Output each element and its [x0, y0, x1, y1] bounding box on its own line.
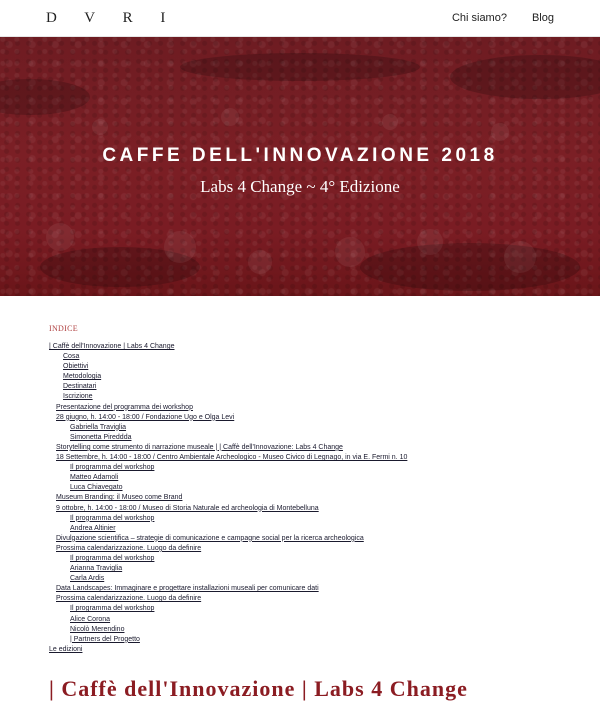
toc-link[interactable]: Il programma del workshop — [70, 554, 155, 562]
toc-item — [49, 473, 569, 483]
toc-link[interactable]: Arianna Traviglia — [70, 565, 123, 573]
toc-item — [49, 534, 569, 544]
toc-link[interactable]: Il programma del workshop — [70, 514, 155, 522]
toc-link[interactable]: Divulgazione scientifica – strategie di comunicazione e campagne social per la ricerca archeologica — [56, 534, 364, 542]
toc-item — [49, 594, 569, 604]
toc-item — [49, 544, 569, 554]
toc-item — [49, 403, 569, 413]
toc-link[interactable]: Destinatari — [63, 383, 97, 391]
toc-link[interactable]: Prossima calendarizzazione. Luogo da definire — [56, 595, 202, 603]
section-title: | Caffè dell'Innovazione | Labs 4 Change — [49, 676, 468, 701]
toc-item — [49, 564, 569, 574]
toc-item — [49, 615, 569, 625]
toc-item — [49, 352, 569, 362]
toc-link[interactable]: Museum Branding: il Museo come Brand — [56, 494, 183, 502]
toc-link[interactable]: 9 ottobre, h. 14:00 - 18:00 / Museo di Storia Naturale ed archeologia di Montebelluna — [56, 504, 319, 512]
site-logo[interactable]: D V R I — [46, 10, 178, 26]
toc-item — [49, 453, 569, 463]
toc-link[interactable]: Alice Corona — [70, 615, 111, 623]
top-navbar — [0, 0, 600, 37]
toc-list — [49, 342, 569, 655]
toc-link[interactable]: Obiettivi — [63, 363, 89, 371]
toc-link[interactable]: Il programma del workshop — [70, 605, 155, 613]
toc-item — [49, 514, 569, 524]
toc-item — [49, 625, 569, 635]
nav-link-chi-siamo[interactable]: Chi siamo? — [451, 12, 507, 24]
toc-item — [49, 433, 569, 443]
toc-link[interactable]: Data Landscapes: Immaginare e progettare installazioni museali per comunicare dati — [56, 585, 319, 593]
toc-item — [49, 443, 569, 453]
toc-link[interactable]: Andrea Altinier — [70, 524, 116, 532]
toc-link[interactable]: Matteo Adamoli — [70, 474, 119, 482]
toc-item — [49, 423, 569, 433]
toc-link[interactable]: Il programma del workshop — [70, 464, 155, 472]
toc-item — [49, 584, 569, 594]
toc-item — [49, 493, 569, 503]
toc-item — [49, 372, 569, 382]
toc-item — [49, 524, 569, 534]
toc-item — [49, 342, 569, 352]
toc-item — [49, 413, 569, 423]
toc-item — [49, 463, 569, 473]
nav-link-blog[interactable]: Blog — [531, 12, 554, 24]
toc-item — [49, 635, 569, 645]
toc-link[interactable]: Cosa — [63, 353, 80, 361]
hero-title: CAFFE DELL'INNOVAZIONE 2018 — [102, 145, 498, 166]
main-nav — [452, 12, 554, 24]
toc-item — [49, 362, 569, 372]
toc-item — [49, 554, 569, 564]
toc-link[interactable]: 18 Settembre, h. 14:00 - 18:00 / Centro Ambientale Archeologico - Museo Civico di Legnago, in via E. Fermi n. 10 — [56, 454, 408, 462]
toc-link[interactable]: Le edizioni — [49, 645, 83, 653]
toc-link[interactable]: Prossima calendarizzazione. Luogo da definire — [56, 544, 202, 552]
toc-item — [49, 382, 569, 392]
table-of-contents — [49, 324, 569, 655]
toc-item — [49, 483, 569, 493]
toc-link[interactable]: | Caffè dell'Innovazione | Labs 4 Change — [49, 343, 175, 350]
toc-link[interactable]: Gabriella Traviglia — [70, 423, 127, 431]
toc-item — [49, 504, 569, 514]
toc-item — [49, 604, 569, 614]
toc-link[interactable]: Carla Ardis — [70, 575, 105, 583]
toc-item — [49, 645, 569, 655]
toc-item — [49, 392, 569, 402]
toc-link[interactable]: Nicolò Merendino — [70, 625, 125, 633]
toc-link[interactable]: Storytelling come strumento di narrazione museale | | Caffè dell'Innovazione: Labs 4 Change — [56, 443, 343, 451]
toc-heading: INDICE — [49, 324, 78, 333]
hero-subtitle: Labs 4 Change ~ 4° Edizione — [200, 177, 400, 196]
toc-link[interactable]: | Partners del Progetto — [70, 635, 140, 643]
toc-link[interactable]: Presentazione del programma dei workshop — [56, 403, 193, 411]
toc-link[interactable]: Luca Chiavegato — [70, 484, 123, 492]
toc-item — [49, 574, 569, 584]
toc-link[interactable]: Iscrizione — [63, 393, 93, 401]
hero-banner — [0, 37, 600, 296]
toc-link[interactable]: Simonetta Pireddda — [70, 433, 132, 441]
toc-link[interactable]: Metodologia — [63, 373, 102, 381]
toc-link[interactable]: 28 giugno, h. 14:00 - 18:00 / Fondazione Ugo e Olga Levi — [56, 413, 235, 421]
